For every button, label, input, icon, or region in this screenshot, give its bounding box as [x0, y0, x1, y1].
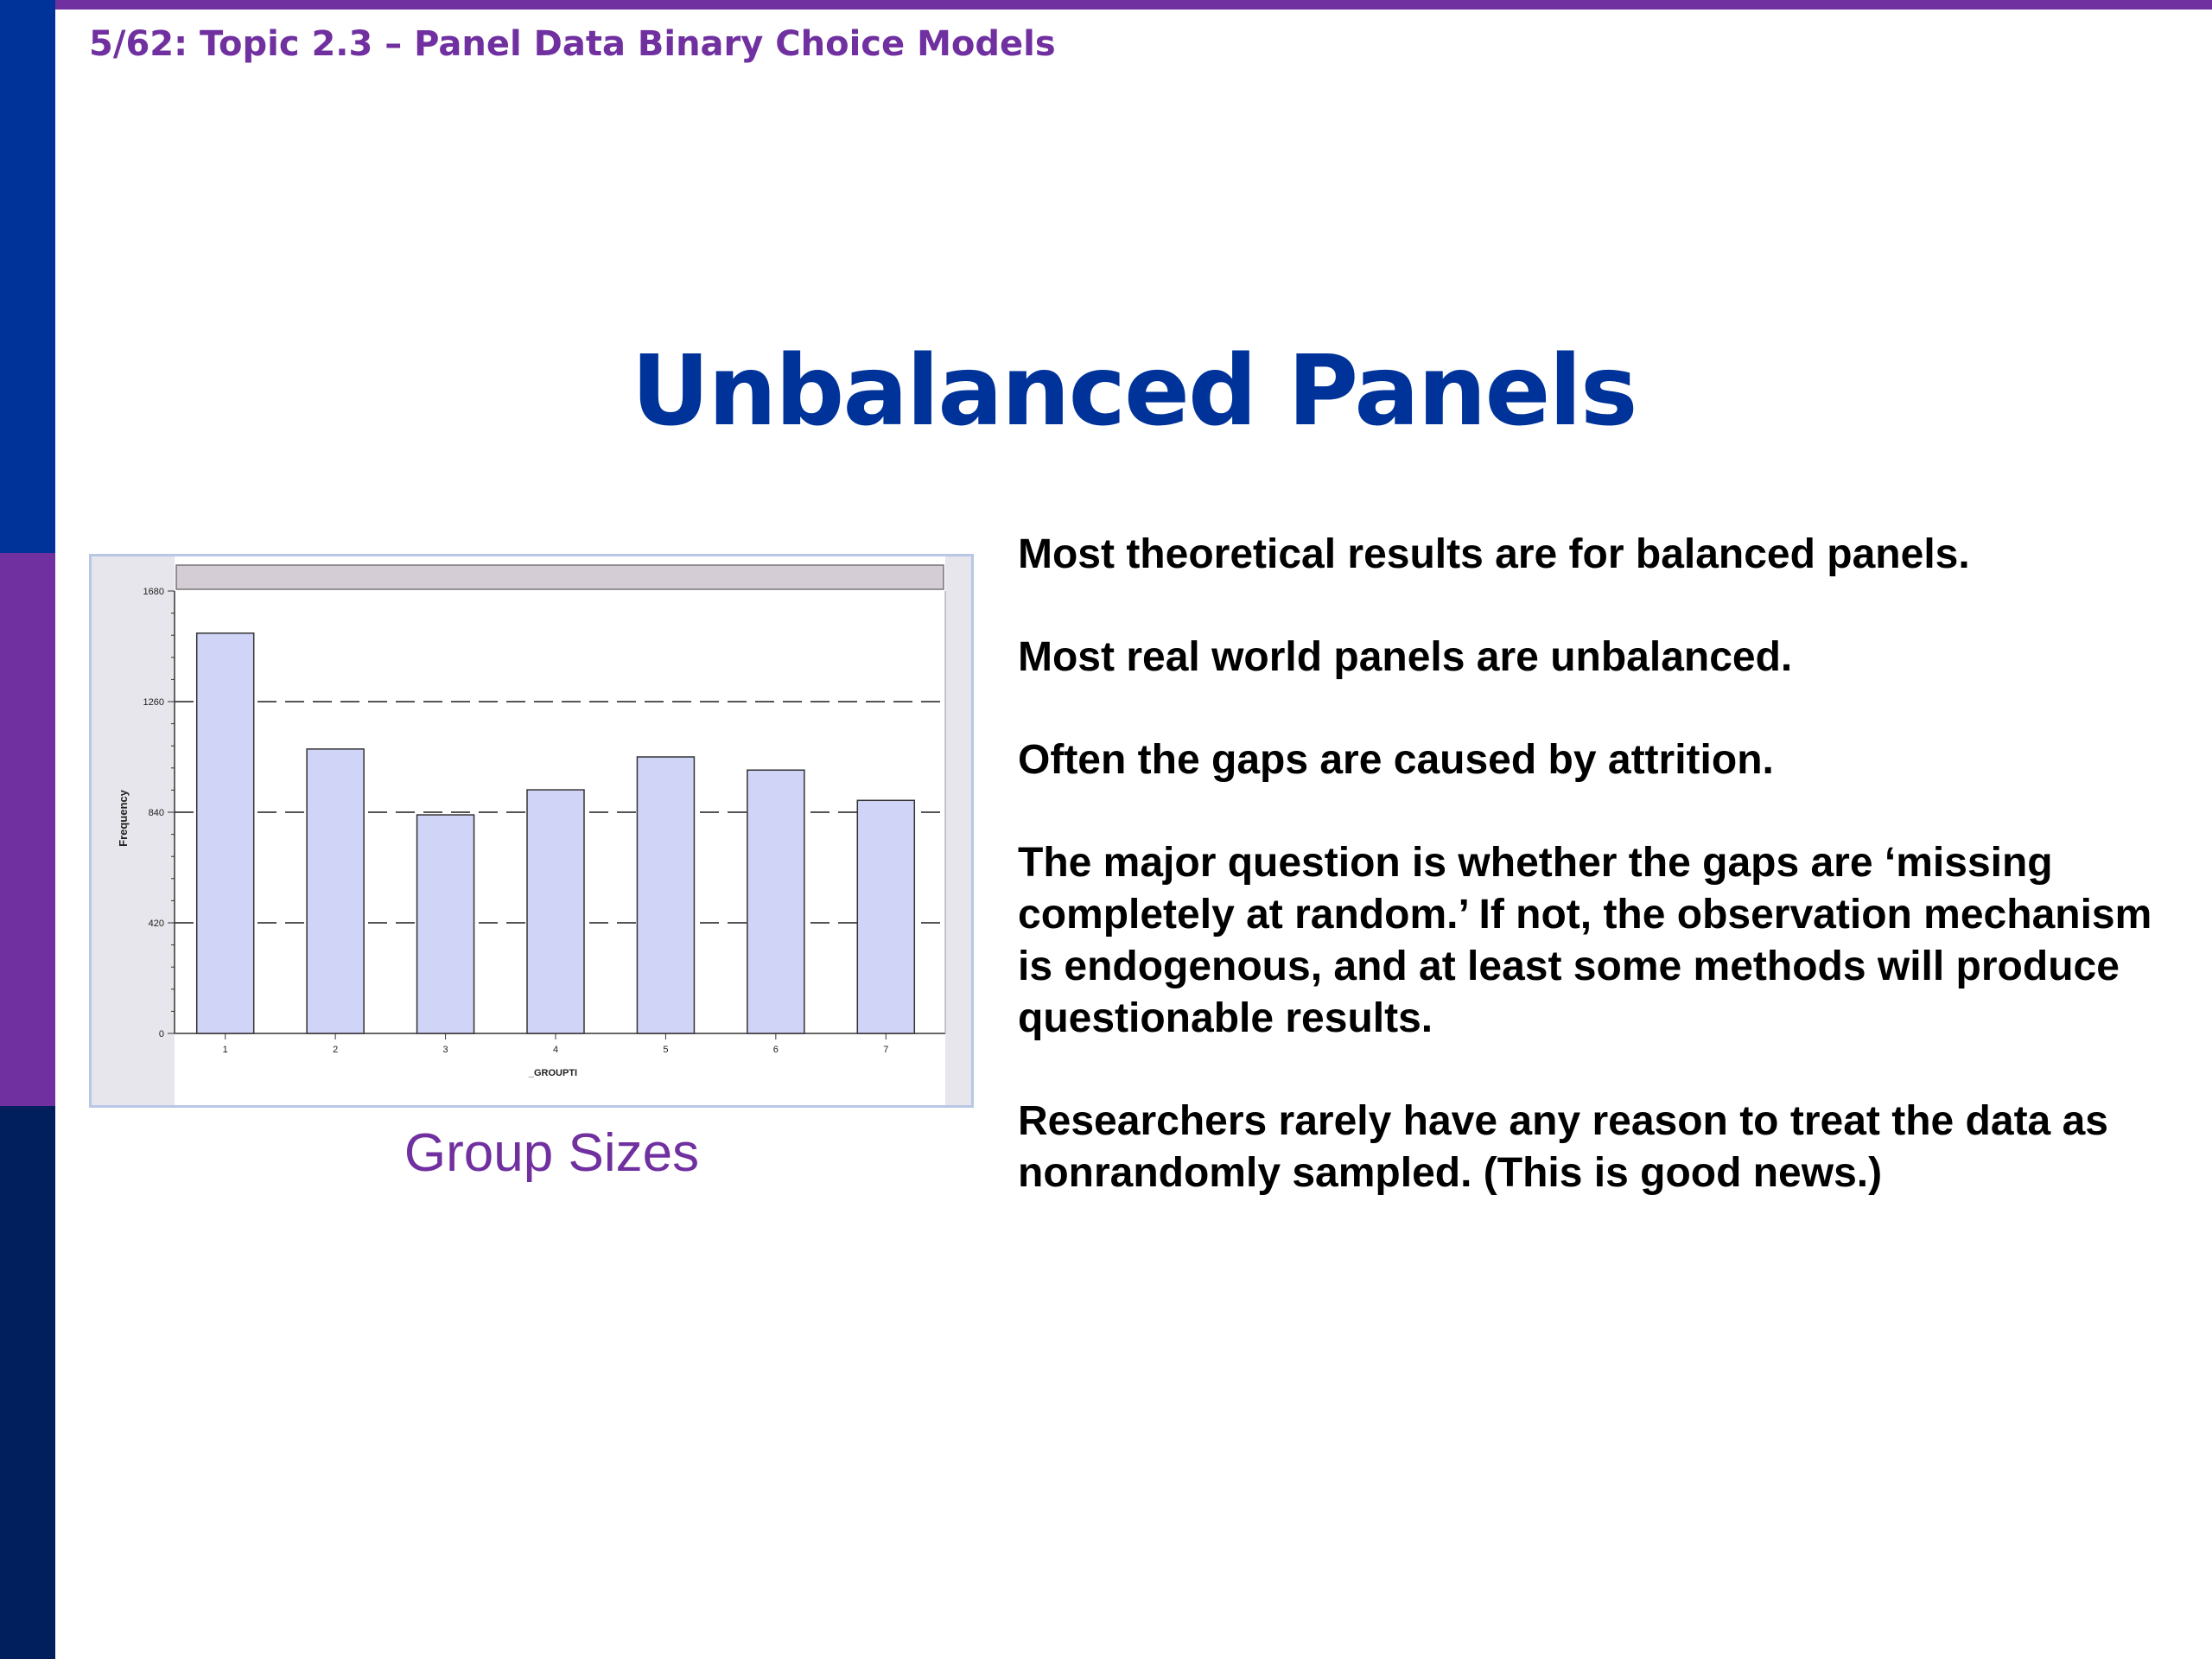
bar — [857, 800, 914, 1033]
bullet-item: Often the gaps are caused by attrition. — [1018, 737, 1774, 783]
x-axis-label: _GROUPTI — [528, 1068, 578, 1078]
x-tick-label: 7 — [883, 1045, 889, 1055]
y-tick-label: 1260 — [143, 697, 164, 708]
chart-header-strip — [176, 565, 944, 589]
sidebar-segment-blue — [0, 0, 55, 553]
bullet-item: Most theoretical results are for balanced panels. — [1018, 531, 1970, 577]
slide-title: Unbalanced Panels — [631, 335, 1637, 448]
x-tick-label: 3 — [442, 1045, 448, 1055]
bar — [307, 749, 364, 1033]
top-accent-bar — [0, 0, 2212, 10]
bullet-item: The major question is whether the gaps are ‘missing completely at random.’ If not, the observation mechanism is endogenous, and at least some methods will produce questionable results. — [1018, 840, 2152, 1041]
bar — [637, 757, 694, 1033]
y-axis-label: Frequency — [117, 790, 130, 847]
chart-svg — [92, 556, 971, 1105]
y-tick-label: 1680 — [143, 587, 164, 597]
y-tick-label: 840 — [148, 808, 164, 818]
bar — [417, 815, 474, 1033]
bullet-item: Most real world panels are unbalanced. — [1018, 634, 1793, 680]
bar — [527, 790, 584, 1033]
x-tick-label: 2 — [333, 1045, 339, 1055]
sidebar-segment-purple — [0, 553, 55, 1106]
y-tick-label: 0 — [158, 1029, 164, 1039]
x-tick-label: 4 — [552, 1045, 559, 1055]
x-tick-label: 5 — [663, 1045, 669, 1055]
bar — [747, 770, 804, 1033]
x-tick-label: 6 — [772, 1045, 779, 1055]
figure-caption: Group Sizes — [404, 1123, 700, 1183]
group-sizes-chart — [89, 554, 974, 1108]
sidebar-segment-navy — [0, 1106, 55, 1659]
x-tick-label: 1 — [222, 1045, 228, 1055]
header-title: 5/62: Topic 2.3 – Panel Data Binary Choice Models — [89, 24, 1056, 64]
bullet-item: Researchers rarely have any reason to treat the data as nonrandomly sampled. (This is good news.) — [1018, 1098, 2108, 1196]
bullet-list — [1018, 529, 2176, 1250]
y-tick-label: 420 — [148, 918, 164, 929]
bar — [197, 633, 254, 1033]
